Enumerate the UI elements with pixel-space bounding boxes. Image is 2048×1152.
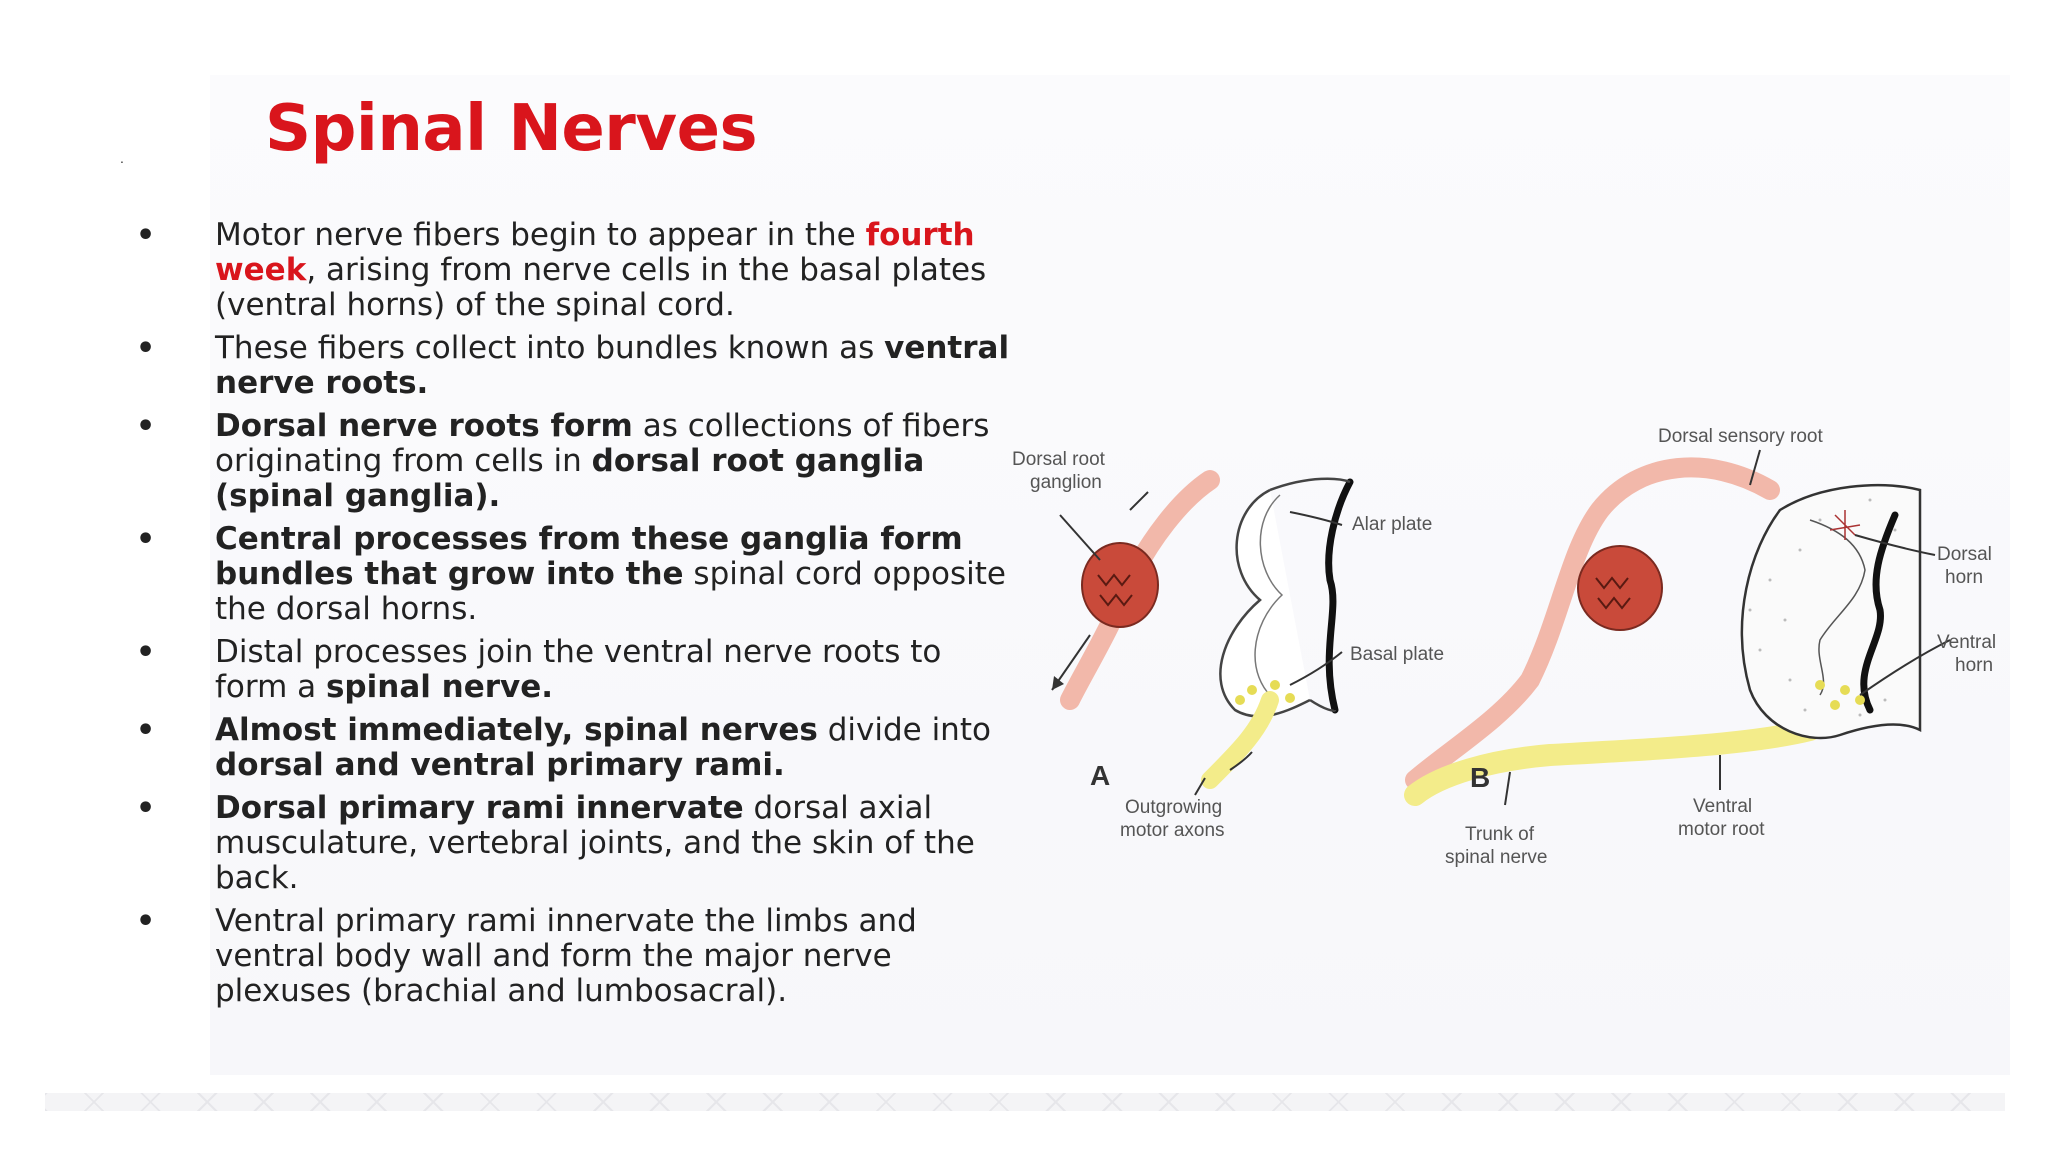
- bullet-marker: •: [136, 409, 156, 444]
- bullet-text-segment: Motor nerve fibers begin to appear in the: [215, 217, 866, 253]
- decorative-bottom-band: [45, 1093, 2005, 1111]
- bullet-text-segment: spinal nerve.: [325, 669, 554, 705]
- bullet-marker: •: [136, 635, 156, 670]
- bullet-text-segment: Almost immediately, spinal nerves: [215, 712, 818, 748]
- bullet-text-segment: Dorsal nerve roots form: [215, 408, 633, 444]
- panel-a: [1012, 449, 1444, 841]
- bullet-list: [130, 218, 1010, 1017]
- label-dorsal-root-ganglion-2: ganglion: [1030, 472, 1102, 493]
- bullet-item: [130, 635, 1010, 705]
- bullet-text-segment: divide into: [817, 712, 991, 748]
- bullet-marker: •: [136, 791, 156, 826]
- panel-a-letter: A: [1090, 760, 1111, 791]
- bullet-text-segment: as collections of fibers originating from cells in: [215, 408, 990, 479]
- label-outgrowing-1: Outgrowing: [1125, 797, 1223, 818]
- bullet-marker: •: [136, 713, 156, 748]
- label-ventral-horn-1: Ventral: [1937, 632, 1997, 653]
- label-dorsal-sensory-root: Dorsal sensory root: [1658, 426, 1823, 447]
- bullet-text-segment: ventral nerve roots.: [215, 330, 1010, 401]
- slide-title: Spinal Nerves: [265, 92, 758, 166]
- bullet-text-segment: Central processes from these ganglia form bundles that grow into the: [215, 521, 963, 592]
- spinal-nerve-diagram: [990, 400, 2040, 900]
- bullet-text-segment: These fibers collect into bundles known as: [215, 330, 885, 366]
- panel-b: [1415, 426, 1996, 868]
- bullet-text-segment: , arising from nerve cells in the basal plates (ventral horns) of the spinal cord.: [215, 252, 987, 323]
- bullet-item: [130, 331, 1010, 401]
- label-dorsal-horn-1: Dorsal: [1937, 544, 1992, 565]
- label-dorsal-horn-2: horn: [1945, 567, 1984, 588]
- label-ventral-horn-2: horn: [1955, 655, 1994, 676]
- label-trunk-1: Trunk of: [1465, 824, 1534, 845]
- bullet-text-segment: dorsal and ventral primary rami.: [215, 747, 785, 783]
- bullet-text-segment: spinal cord opposite the dorsal horns.: [215, 556, 1006, 627]
- bullet-item: [130, 904, 1010, 1009]
- label-outgrowing-2: motor axons: [1120, 820, 1225, 841]
- bullet-text-segment: Ventral primary rami innervate the limbs and ventral body wall and form the major nerve plexuses (brachial and lumbosacral).: [215, 903, 917, 1009]
- bullet-marker: •: [136, 522, 156, 557]
- bullet-item: [130, 791, 1010, 896]
- label-ventral-motor-1: Ventral: [1693, 796, 1753, 817]
- stray-mark: .: [120, 150, 124, 166]
- bullet-item: [130, 713, 1010, 783]
- bullet-item: [130, 522, 1010, 627]
- label-alar-plate: Alar plate: [1352, 514, 1433, 535]
- panel-a-central-canal: [1329, 482, 1350, 710]
- panel-a-ganglion: [1082, 543, 1158, 627]
- label-ventral-motor-2: motor root: [1678, 819, 1765, 840]
- bullet-text-segment: dorsal axial musculature, vertebral joints, and the skin of the back.: [215, 790, 975, 896]
- bullet-marker: •: [136, 331, 156, 366]
- label-basal-plate: Basal plate: [1350, 644, 1445, 665]
- bullet-item: [130, 409, 1010, 514]
- label-trunk-2: spinal nerve: [1445, 847, 1548, 868]
- label-dorsal-root-ganglion-1: Dorsal root: [1012, 449, 1105, 470]
- diagram-svg: [990, 400, 2040, 900]
- bullet-item: [130, 218, 1010, 323]
- panel-b-letter: B: [1470, 762, 1491, 793]
- bullet-text-segment: Distal processes join the ventral nerve roots to form a: [215, 634, 942, 705]
- bullet-marker: •: [136, 904, 156, 939]
- bullet-text-segment: dorsal root ganglia (spinal ganglia).: [215, 443, 925, 514]
- bullet-text-segment: fourth week: [215, 217, 975, 288]
- bullet-text-segment: Dorsal primary rami innervate: [215, 790, 744, 826]
- bullet-marker: •: [136, 218, 156, 253]
